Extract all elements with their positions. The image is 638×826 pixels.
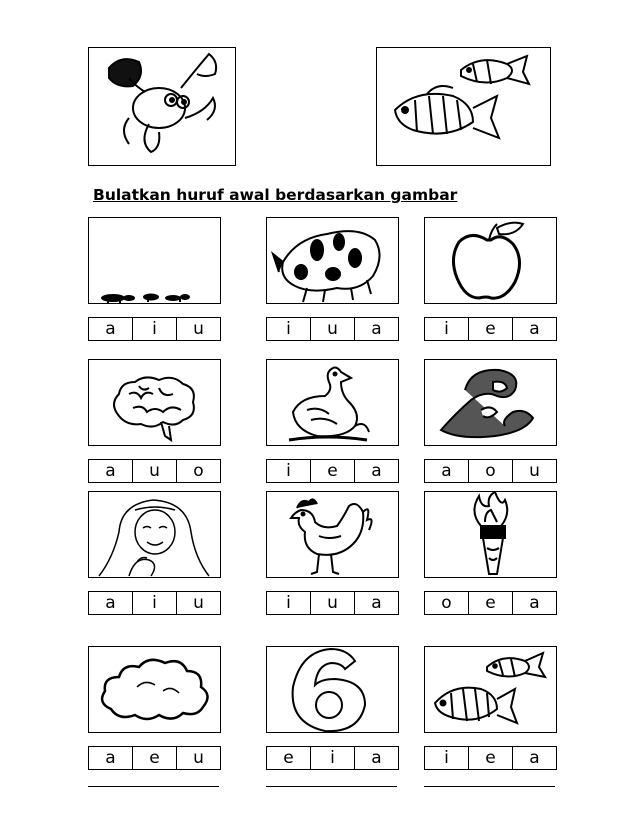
girl-icon bbox=[89, 492, 220, 577]
top-picture-lobster bbox=[88, 47, 236, 166]
letter-option[interactable]: o bbox=[441, 592, 452, 613]
letter-option[interactable]: o bbox=[176, 460, 220, 482]
picture-box bbox=[88, 359, 221, 446]
letter-option[interactable]: e bbox=[468, 747, 512, 769]
picture-box bbox=[424, 646, 557, 733]
letter-option[interactable]: e bbox=[310, 460, 354, 482]
picture-box bbox=[266, 646, 399, 733]
picture-box bbox=[424, 359, 557, 446]
letter-option[interactable]: e bbox=[283, 747, 294, 768]
card-1 bbox=[88, 217, 221, 341]
number-six-icon bbox=[267, 647, 398, 732]
letter-option[interactable]: u bbox=[310, 592, 354, 614]
picture-box bbox=[266, 217, 399, 304]
brain-icon bbox=[89, 360, 220, 445]
torch-icon bbox=[425, 492, 556, 577]
letter-option[interactable]: i bbox=[132, 318, 176, 340]
letter-option[interactable]: i bbox=[286, 460, 291, 481]
letter-options bbox=[266, 317, 399, 341]
picture-box bbox=[266, 491, 399, 578]
letter-option[interactable]: a bbox=[512, 318, 556, 340]
letter-option[interactable]: u bbox=[176, 318, 220, 340]
card-4 bbox=[88, 359, 221, 483]
letter-option[interactable]: a bbox=[512, 592, 556, 614]
letter-options bbox=[424, 591, 557, 615]
letter-options bbox=[266, 459, 399, 483]
card-9 bbox=[424, 491, 557, 615]
lobster-icon bbox=[89, 48, 235, 165]
letter-option[interactable]: i bbox=[444, 318, 449, 339]
letter-option[interactable]: o bbox=[468, 460, 512, 482]
answer-line[interactable] bbox=[424, 786, 555, 787]
letter-option[interactable]: a bbox=[354, 592, 398, 614]
top-picture-fish bbox=[376, 47, 551, 166]
letter-option[interactable]: e bbox=[132, 747, 176, 769]
letter-options bbox=[88, 591, 221, 615]
letter-options bbox=[266, 746, 399, 770]
card-11 bbox=[266, 646, 399, 770]
snake-icon bbox=[425, 360, 556, 445]
letter-option[interactable]: u bbox=[310, 318, 354, 340]
letter-option[interactable]: a bbox=[512, 747, 556, 769]
card-2 bbox=[266, 217, 399, 341]
picture-box bbox=[88, 646, 221, 733]
card-12 bbox=[424, 646, 557, 770]
instruction-text: Bulatkan huruf awal berdasarkan gambar bbox=[93, 186, 458, 204]
rooster-icon bbox=[267, 492, 398, 577]
letter-option[interactable]: i bbox=[444, 747, 449, 768]
letter-options bbox=[88, 746, 221, 770]
answer-line[interactable] bbox=[266, 786, 397, 787]
letter-option[interactable]: u bbox=[176, 747, 220, 769]
fish-icon bbox=[377, 48, 550, 165]
letter-option[interactable]: e bbox=[468, 592, 512, 614]
letter-option[interactable]: i bbox=[286, 318, 291, 339]
letter-options bbox=[88, 317, 221, 341]
card-3 bbox=[424, 217, 557, 341]
letter-option[interactable]: a bbox=[105, 460, 116, 481]
letter-option[interactable]: a bbox=[354, 318, 398, 340]
card-5 bbox=[266, 359, 399, 483]
letter-options bbox=[424, 746, 557, 770]
letter-option[interactable]: u bbox=[176, 592, 220, 614]
picture-box bbox=[266, 359, 399, 446]
fish-icon bbox=[425, 647, 556, 732]
letter-option[interactable]: a bbox=[105, 318, 116, 339]
letter-option[interactable]: a bbox=[105, 592, 116, 613]
letter-option[interactable]: u bbox=[512, 460, 556, 482]
letter-option[interactable]: i bbox=[286, 592, 291, 613]
goose-icon bbox=[267, 360, 398, 445]
letter-options bbox=[424, 459, 557, 483]
letter-option[interactable]: a bbox=[354, 747, 398, 769]
cloud-icon bbox=[89, 647, 220, 732]
picture-box bbox=[424, 217, 557, 304]
letter-options bbox=[266, 591, 399, 615]
answer-line[interactable] bbox=[88, 786, 219, 787]
letter-option[interactable]: a bbox=[441, 460, 452, 481]
letter-options bbox=[88, 459, 221, 483]
card-6 bbox=[424, 359, 557, 483]
picture-box bbox=[424, 491, 557, 578]
picture-box bbox=[88, 491, 221, 578]
letter-options bbox=[424, 317, 557, 341]
picture-box bbox=[88, 217, 221, 304]
rhinoceros-icon bbox=[267, 218, 398, 303]
letter-option[interactable]: i bbox=[310, 747, 354, 769]
letter-option[interactable]: u bbox=[132, 460, 176, 482]
ants-icon bbox=[89, 218, 220, 303]
letter-option[interactable]: a bbox=[105, 747, 116, 768]
apple-icon bbox=[425, 218, 556, 303]
card-10 bbox=[88, 646, 221, 770]
letter-option[interactable]: e bbox=[468, 318, 512, 340]
letter-option[interactable]: i bbox=[132, 592, 176, 614]
card-7 bbox=[88, 491, 221, 615]
letter-option[interactable]: a bbox=[354, 460, 398, 482]
card-8 bbox=[266, 491, 399, 615]
